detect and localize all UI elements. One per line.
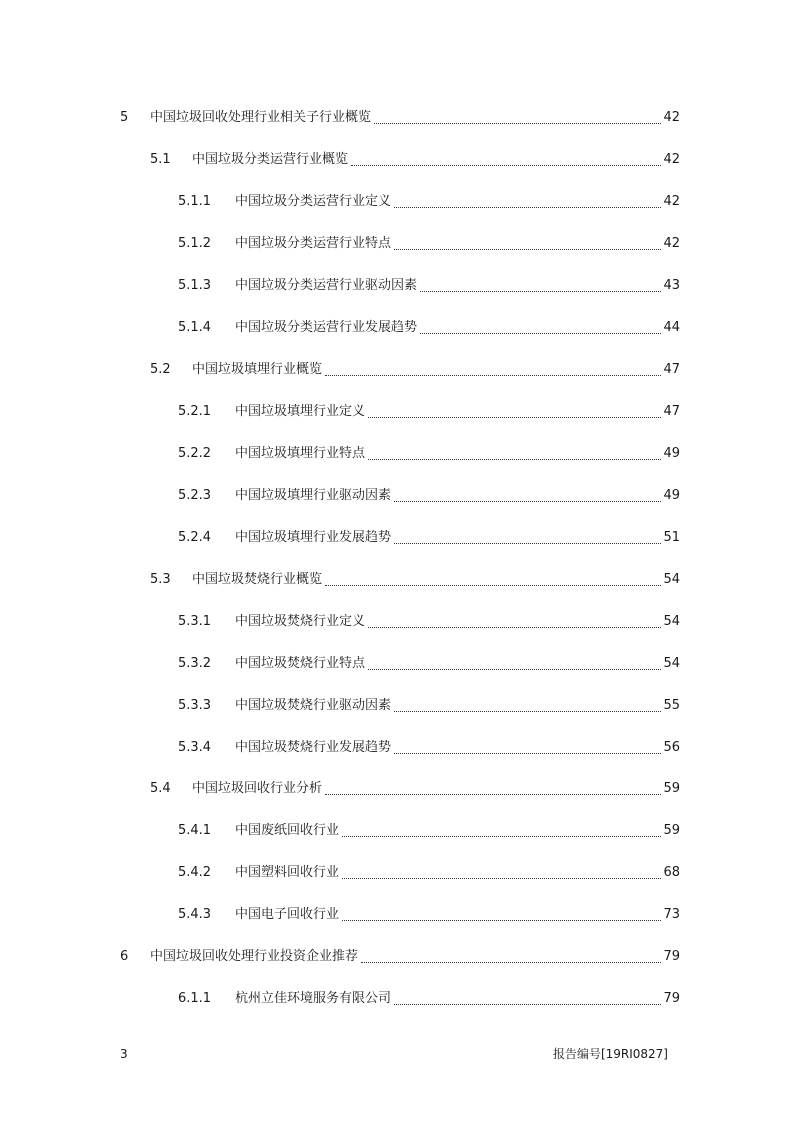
- toc-title: 中国垃圾填埋行业定义: [235, 404, 366, 419]
- toc-number: 5.2.1: [178, 404, 212, 419]
- toc-page-number: 68: [663, 865, 680, 880]
- toc-page-number: 73: [663, 907, 680, 922]
- toc-number: 5.2.4: [178, 530, 212, 545]
- toc-entry-5-1-1[interactable]: [178, 191, 680, 213]
- toc-number: 6: [120, 949, 129, 964]
- toc-page-number: 42: [663, 194, 680, 209]
- toc-entry-body: [235, 233, 680, 255]
- toc-entry-body: [192, 569, 680, 591]
- toc-title: 中国垃圾填埋行业发展趋势: [235, 530, 392, 545]
- dot-leader: [325, 793, 661, 795]
- toc-entry-5-3-1[interactable]: [178, 611, 680, 633]
- toc-page-number: 49: [663, 488, 680, 503]
- toc-entry-body: [235, 191, 680, 213]
- toc-number: 5.1: [150, 152, 171, 167]
- toc-number: 5.4.2: [178, 865, 212, 880]
- toc-page-number: 47: [663, 362, 680, 377]
- dot-leader: [325, 374, 661, 376]
- toc-page-number: 51: [663, 530, 680, 545]
- toc-title: 中国垃圾焚烧行业概览: [192, 572, 323, 587]
- dot-leader: [368, 668, 661, 670]
- toc-entry-body: [192, 359, 680, 381]
- dot-leader: [394, 500, 661, 502]
- toc-page-number: 59: [663, 823, 680, 838]
- toc-page-number: 59: [663, 781, 680, 796]
- toc-number: 5.4.3: [178, 907, 212, 922]
- toc-entry-5-2-3[interactable]: [178, 485, 680, 507]
- toc-title: 中国垃圾焚烧行业定义: [235, 614, 366, 629]
- toc-entry-5-1-3[interactable]: [178, 275, 680, 297]
- toc-page-number: 42: [663, 236, 680, 251]
- toc-entry-body: [235, 317, 680, 339]
- toc-entry-body: [235, 485, 680, 507]
- toc-number: 6.1.1: [178, 991, 212, 1006]
- toc-entry-body: [235, 820, 680, 842]
- toc-title: 中国塑料回收行业: [235, 865, 340, 880]
- toc-entry-body: [235, 401, 680, 423]
- dot-leader: [394, 248, 661, 250]
- toc-entry-body: [192, 149, 680, 171]
- toc-number: 5.1.4: [178, 320, 212, 335]
- dot-leader: [394, 1003, 661, 1005]
- dot-leader: [342, 835, 661, 837]
- toc-entry-5-1-4[interactable]: [178, 317, 680, 339]
- toc-page-number: 42: [663, 110, 680, 125]
- toc-entry-5-2-1[interactable]: [178, 401, 680, 423]
- toc-entry-5-3[interactable]: [150, 569, 680, 591]
- toc-entry-5-4-1[interactable]: [178, 820, 680, 842]
- toc-entry-body: [235, 275, 680, 297]
- toc-entry-body: [235, 527, 680, 549]
- footer-report-id: 报告编号[19RI0827]: [552, 1047, 668, 1061]
- dot-leader: [368, 416, 661, 418]
- toc-entry-body: [235, 443, 680, 465]
- toc-entry-5-4-3[interactable]: [178, 904, 680, 926]
- toc-entry-5-3-3[interactable]: [178, 695, 680, 717]
- toc-entry-5-3-4[interactable]: [178, 737, 680, 759]
- toc-number: 5.2.3: [178, 488, 212, 503]
- footer-page-number: 3: [120, 1047, 128, 1061]
- toc-title: 中国垃圾焚烧行业发展趋势: [235, 740, 392, 755]
- dot-leader: [394, 542, 661, 544]
- toc-entry-5[interactable]: [120, 107, 680, 129]
- toc-number: 5.4: [150, 781, 171, 796]
- toc-title: 中国垃圾回收处理行业相关子行业概览: [150, 110, 372, 125]
- page-footer: [120, 1044, 668, 1064]
- toc-page-number: 54: [663, 614, 680, 629]
- toc-page-number: 54: [663, 572, 680, 587]
- toc-number: 5.3.2: [178, 656, 212, 671]
- toc-entry-body: [235, 737, 680, 759]
- toc-title: 中国垃圾回收处理行业投资企业推荐: [150, 949, 359, 964]
- toc-entry-body: [235, 611, 680, 633]
- toc-page-number: 55: [663, 698, 680, 713]
- toc-title: 中国垃圾分类运营行业定义: [235, 194, 392, 209]
- toc-entry-6[interactable]: [120, 946, 680, 968]
- toc-number: 5.1.3: [178, 278, 212, 293]
- dot-leader: [368, 458, 661, 460]
- toc-entry-body: [235, 653, 680, 675]
- dot-leader: [394, 206, 661, 208]
- toc-page-number: 47: [663, 404, 680, 419]
- toc-title: 中国垃圾回收行业分析: [192, 781, 323, 796]
- toc-entry-5-4-2[interactable]: [178, 862, 680, 884]
- toc-page-number: 56: [663, 740, 680, 755]
- toc-entry-5-1-2[interactable]: [178, 233, 680, 255]
- dot-leader: [420, 290, 661, 292]
- toc-entry-5-3-2[interactable]: [178, 653, 680, 675]
- toc-entry-6-1-1[interactable]: [178, 988, 680, 1010]
- toc-entry-5-2-2[interactable]: [178, 443, 680, 465]
- dot-leader: [361, 961, 661, 963]
- dot-leader: [374, 122, 661, 124]
- toc-title: 中国废纸回收行业: [235, 823, 340, 838]
- toc-title: 中国垃圾分类运营行业概览: [192, 152, 349, 167]
- toc-title: 中国电子回收行业: [235, 907, 340, 922]
- toc-entry-body: [150, 107, 680, 129]
- toc-page-number: 44: [663, 320, 680, 335]
- toc-page-number: 49: [663, 446, 680, 461]
- toc-title: 杭州立佳环境服务有限公司: [235, 991, 392, 1006]
- toc-page-number: 54: [663, 656, 680, 671]
- toc-title: 中国垃圾填埋行业特点: [235, 446, 366, 461]
- toc-entry-5-4[interactable]: [150, 778, 680, 800]
- dot-leader: [394, 710, 661, 712]
- toc-entry-5-2-4[interactable]: [178, 527, 680, 549]
- toc-title: 中国垃圾焚烧行业特点: [235, 656, 366, 671]
- toc-page-number: 79: [663, 949, 680, 964]
- toc-page-number: 42: [663, 152, 680, 167]
- toc-number: 5.3.4: [178, 740, 212, 755]
- toc-title: 中国垃圾填埋行业驱动因素: [235, 488, 392, 503]
- toc-entry-body: [235, 904, 680, 926]
- toc-entry-body: [235, 988, 680, 1010]
- toc-number: 5.3: [150, 572, 171, 587]
- dot-leader: [420, 332, 661, 334]
- toc-number: 5.3.1: [178, 614, 212, 629]
- toc-entry-body: [150, 946, 680, 968]
- toc-title: 中国垃圾焚烧行业驱动因素: [235, 698, 392, 713]
- toc-title: 中国垃圾分类运营行业特点: [235, 236, 392, 251]
- toc-number: 5: [120, 110, 129, 125]
- toc-number: 5.1.2: [178, 236, 212, 251]
- toc-number: 5.3.3: [178, 698, 212, 713]
- dot-leader: [351, 164, 661, 166]
- toc-entry-5-1[interactable]: [150, 149, 680, 171]
- dot-leader: [394, 752, 661, 754]
- toc-entry-body: [235, 695, 680, 717]
- toc-number: 5.2.2: [178, 446, 212, 461]
- toc-entry-5-2[interactable]: [150, 359, 680, 381]
- dot-leader: [368, 626, 661, 628]
- toc-title: 中国垃圾分类运营行业驱动因素: [235, 278, 418, 293]
- toc-number: 5.4.1: [178, 823, 212, 838]
- toc-number: 5.1.1: [178, 194, 212, 209]
- toc-number: 5.2: [150, 362, 171, 377]
- toc-entry-body: [235, 862, 680, 884]
- toc-page-number: 79: [663, 991, 680, 1006]
- toc-title: 中国垃圾填埋行业概览: [192, 362, 323, 377]
- toc-page-number: 43: [663, 278, 680, 293]
- dot-leader: [325, 584, 661, 586]
- dot-leader: [342, 919, 661, 921]
- dot-leader: [342, 877, 661, 879]
- toc-entry-body: [192, 778, 680, 800]
- toc-title: 中国垃圾分类运营行业发展趋势: [235, 320, 418, 335]
